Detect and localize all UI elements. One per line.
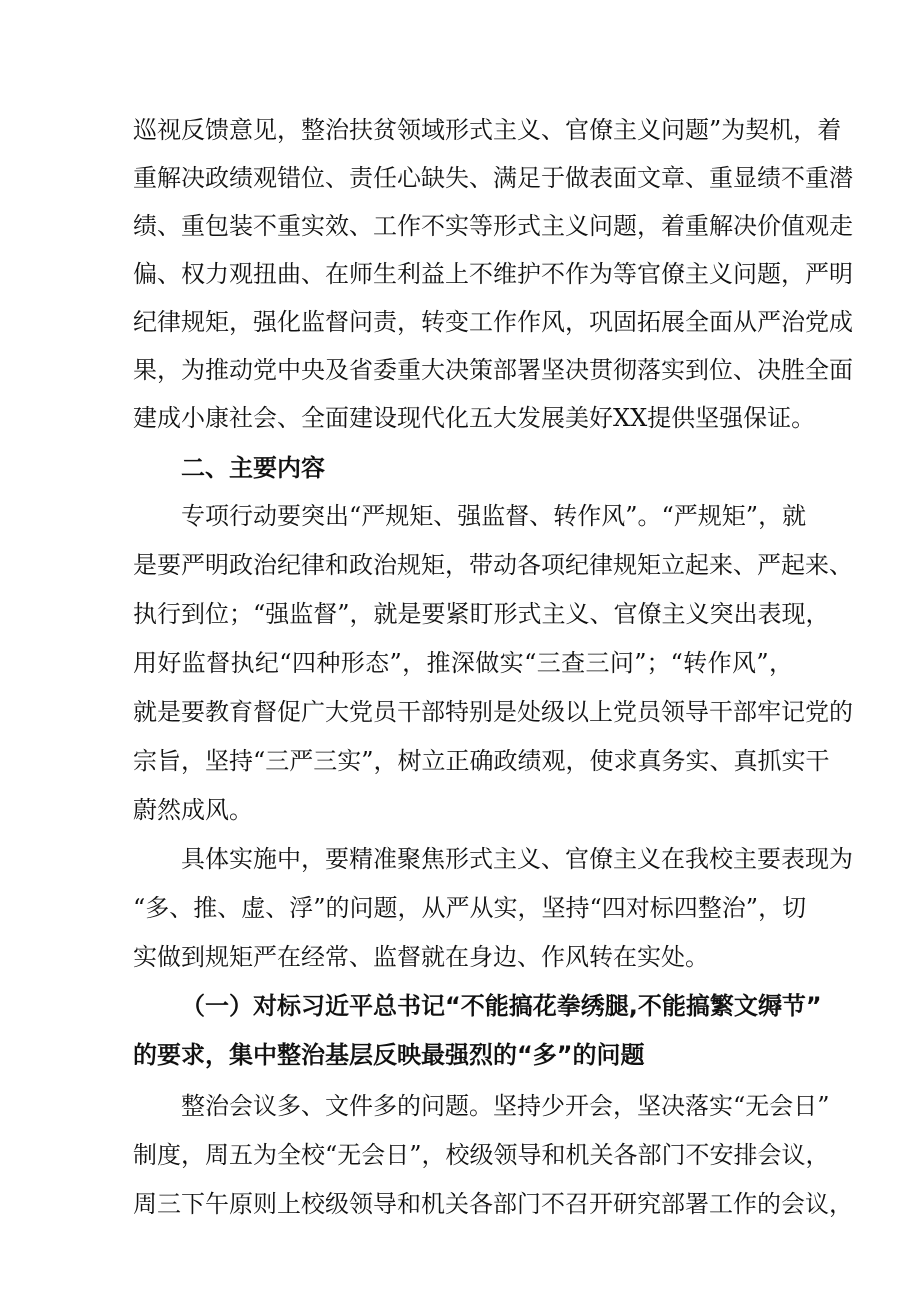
paragraph-line: 绩、重包装不重实效、工作不实等形式主义问题，着重解决价值观走 <box>133 212 853 240</box>
paragraph-line: 整治会议多、文件多的问题。坚持少开会，坚决落实“无会日” <box>181 1092 830 1120</box>
paragraph-line: 实做到规矩严在经常、监督就在身边、作风转在实处。 <box>133 943 709 971</box>
paragraph-line: 宗旨，坚持“三严三实”，树立正确政绩观，使求真务实、真抓实干 <box>133 747 830 775</box>
paragraph-line: 果，为推动党中央及省委重大决策部署坚决贯彻落实到位、决胜全面 <box>133 356 853 384</box>
paragraph-line: 纪律规矩，强化监督问责，转变工作作风，巩固拓展全面从严治党成 <box>133 308 853 336</box>
subsection-heading: （一）对标习近平总书记“不能搞花拳绣腿,不能搞繁文缛节” <box>181 992 822 1020</box>
paragraph-line: 制度，周五为全校“无会日”，校级领导和机关各部门不安排会议， <box>133 1141 830 1169</box>
paragraph-line: 建成小康社会、全面建设现代化五大发展美好XX提供坚强保证。 <box>133 404 816 432</box>
paragraph-line: 用好监督执纪“四种形态”，推深做实“三查三问”；“转作风”， <box>133 649 793 677</box>
paragraph-line: 周三下午原则上校级领导和机关各部门不召开研究部署工作的会议， <box>133 1190 853 1218</box>
paragraph-line: 执行到位；“强监督”，就是要紧盯形式主义、官僚主义突出表现， <box>133 600 830 628</box>
paragraph-line: 蔚然成风。 <box>133 796 253 824</box>
paragraph-line: 专项行动要突出“严规矩、强监督、转作风”。“严规矩”，就 <box>181 502 807 530</box>
paragraph-line: 就是要教育督促广大党员干部特别是处级以上党员领导干部牢记党的 <box>133 698 853 726</box>
paragraph-line: 是要严明政治纪律和政治规矩，带动各项纪律规矩立起来、严起来、 <box>133 551 853 579</box>
paragraph-line: 巡视反馈意见，整治扶贫领域形式主义、官僚主义问题”为契机，着 <box>133 116 842 144</box>
paragraph-line: 偏、权力观扭曲、在师生利益上不维护不作为等官僚主义问题，严明 <box>133 260 853 288</box>
paragraph-line: “多、推、虚、浮”的问题，从严从实，坚持“四对标四整治”，切 <box>133 894 807 922</box>
paragraph-line: 重解决政绩观错位、责任心缺失、满足于做表面文章、重显绩不重潜 <box>133 164 853 192</box>
paragraph-line: 具体实施中，要精准聚焦形式主义、官僚主义在我校主要表现为 <box>181 845 853 873</box>
section-heading: 二、主要内容 <box>181 454 325 482</box>
subsection-heading: 的要求，集中整治基层反映最强烈的“多”的问题 <box>133 1041 645 1069</box>
